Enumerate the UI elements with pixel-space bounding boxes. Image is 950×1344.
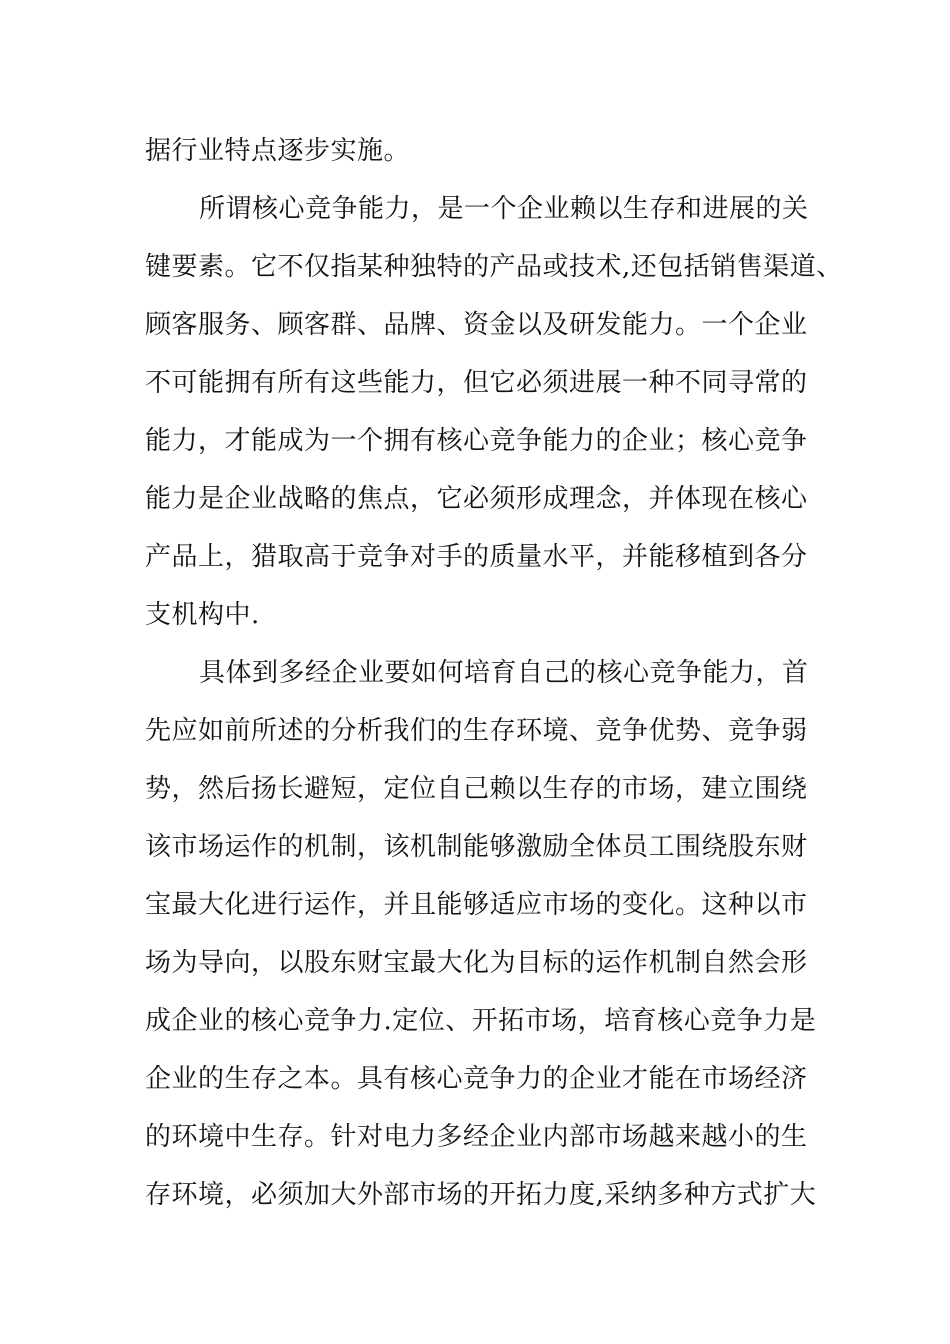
text-line: 产品上，猎取高于竞争对手的质量水平，并能移植到各分 xyxy=(145,542,808,572)
text-line: 键要素。它不仅指某种独特的产品或技术,还包括销售渠道、 xyxy=(145,252,843,282)
text-line: 存环境，必须加大外部市场的开拓力度,采纳多种方式扩大 xyxy=(145,1180,817,1210)
text-line: 场为导向，以股东财宝最大化为目标的运作机制自然会形 xyxy=(145,948,808,978)
text-line: 成企业的核心竞争力.定位、开拓市场，培育核心竞争力是 xyxy=(145,1006,817,1036)
text-line: 企业的生存之本。具有核心竞争力的企业才能在市场经济 xyxy=(145,1064,808,1094)
text-line: 顾客服务、顾客群、品牌、资金以及研发能力。一个企业 xyxy=(145,310,808,340)
text-line: 能力，才能成为一个拥有核心竞争能力的企业；核心竞争 xyxy=(145,426,808,456)
paragraph-first-line: 具体到多经企业要如何培育自己的核心竞争能力，首 xyxy=(199,658,809,688)
text-line: 支机构中. xyxy=(145,600,260,630)
text-line: 势，然后扬长避短，定位自己赖以生存的市场，建立围绕 xyxy=(145,774,808,804)
text-line: 能力是企业战略的焦点，它必须形成理念，并体现在核心 xyxy=(145,484,808,514)
text-line: 据行业特点逐步实施。 xyxy=(145,136,411,166)
text-line: 该市场运作的机制，该机制能够激励全体员工围绕股东财 xyxy=(145,832,808,862)
text-line: 的环境中生存。针对电力多经企业内部市场越来越小的生 xyxy=(145,1122,808,1152)
paragraph-first-line: 所谓核心竞争能力，是一个企业赖以生存和进展的关 xyxy=(199,194,809,224)
text-line: 先应如前所述的分析我们的生存环境、竞争优势、竞争弱 xyxy=(145,716,808,746)
text-line: 不可能拥有所有这些能力，但它必须进展一种不同寻常的 xyxy=(145,368,808,398)
text-line: 宝最大化进行运作，并且能够适应市场的变化。这种以市 xyxy=(145,890,808,920)
